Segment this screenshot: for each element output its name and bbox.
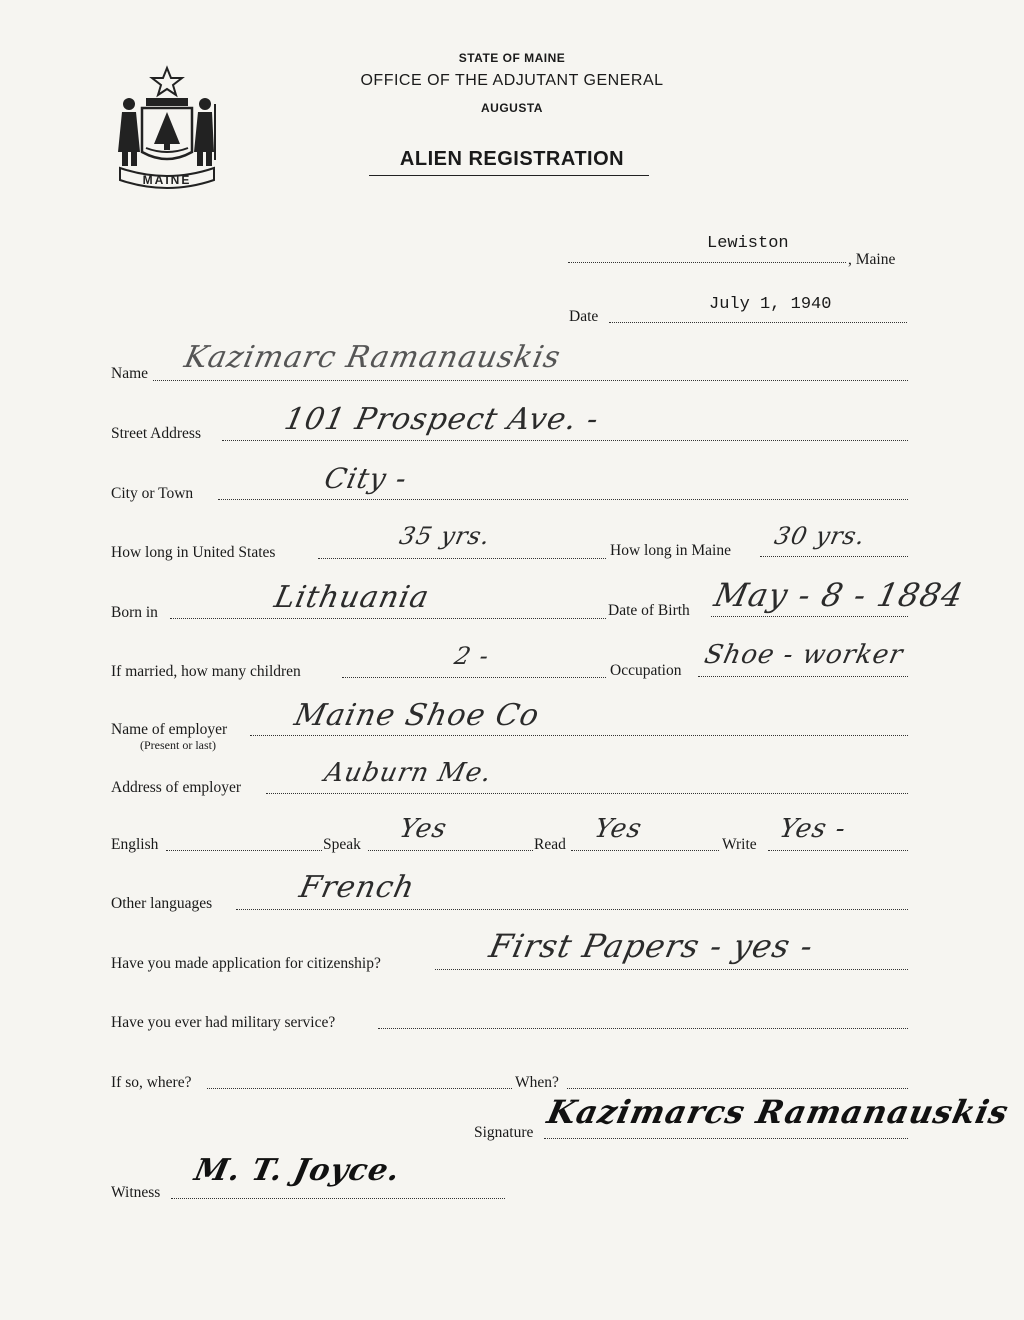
occupation-line [698,676,908,677]
citizenship-label: Have you made application for citizenship? [111,955,381,972]
date-of-birth-label: Date of Birth [608,602,690,619]
write-line [768,850,908,851]
where-label: If so, where? [111,1074,192,1091]
employer-line [250,735,908,736]
where-line [207,1088,512,1089]
title-underline [369,175,649,176]
born-in-label: Born in [111,604,158,621]
children-line [342,677,606,678]
street-address-line [222,440,908,441]
write-value: Yes - [776,814,849,844]
name-value: Kazimarc Ramanauskis [181,340,565,375]
date-of-birth-line [711,616,908,617]
read-value: Yes [591,814,645,844]
signature-value: Kazimarcs Ramanauskis [543,1093,1013,1131]
date-label: Date [569,308,599,325]
read-label: Read [534,836,566,853]
seal-text: MAINE [142,173,192,187]
witness-value: M. T. Joyce. [191,1153,404,1188]
how-long-us-line [318,558,606,559]
witness-line [171,1198,505,1199]
employer-address-value: Auburn Me. [321,758,495,788]
speak-line [368,850,533,851]
employer-address-label: Address of employer [111,779,241,796]
header-office: OFFICE OF THE ADJUTANT GENERAL [360,72,664,89]
occupation-label: Occupation [610,662,682,679]
english-label: English [111,836,159,853]
date-value: July 1, 1940 [709,295,832,314]
street-address-value: 101 Prospect Ave. - [281,402,603,437]
location-suffix: , Maine [848,251,896,268]
how-long-maine-value: 30 yrs. [772,522,869,550]
witness-label: Witness [111,1184,161,1201]
employer-address-line [266,793,908,794]
other-languages-line [236,909,908,910]
children-value: 2 - [452,642,492,670]
when-line [567,1088,908,1089]
header-city: AUGUSTA [481,101,543,115]
born-in-line [170,618,606,619]
citizenship-value: First Papers - yes - [485,927,818,965]
street-address-label: Street Address [111,425,201,442]
location-line [568,262,846,263]
children-label: If married, how many children [111,663,301,680]
how-long-maine-label: How long in Maine [610,542,731,559]
employer-label: Name of employer [111,721,228,738]
employer-value: Maine Shoe Co [291,698,543,733]
born-in-value: Lithuania [271,580,433,615]
employer-sublabel: (Present or last) [140,738,216,752]
form-title: ALIEN REGISTRATION [399,148,625,170]
how-long-us-value: 35 yrs. [397,522,494,550]
name-line [153,380,908,381]
signature-label: Signature [474,1124,534,1141]
other-languages-value: French [296,870,419,905]
how-long-us-label: How long in United States [111,544,276,561]
write-label: Write [722,836,757,853]
how-long-maine-line [760,556,908,557]
military-line [378,1028,908,1029]
name-label: Name [111,365,149,382]
citizenship-line [435,969,908,970]
occupation-value: Shoe - worker [701,640,907,670]
speak-value: Yes [396,814,450,844]
date-line [609,322,907,323]
read-line [571,850,719,851]
city-label: City or Town [111,485,194,502]
city-value: City - [321,462,411,495]
city-line [218,499,908,500]
location-value: Lewiston [707,234,789,253]
signature-line [544,1138,908,1139]
header-state: STATE OF MAINE [458,51,566,65]
date-of-birth-value: May - 8 - 1884 [710,576,968,614]
english-line [166,850,322,851]
other-languages-label: Other languages [111,895,213,912]
when-label: When? [515,1074,559,1091]
speak-label: Speak [323,836,361,853]
military-label: Have you ever had military service? [111,1014,336,1031]
